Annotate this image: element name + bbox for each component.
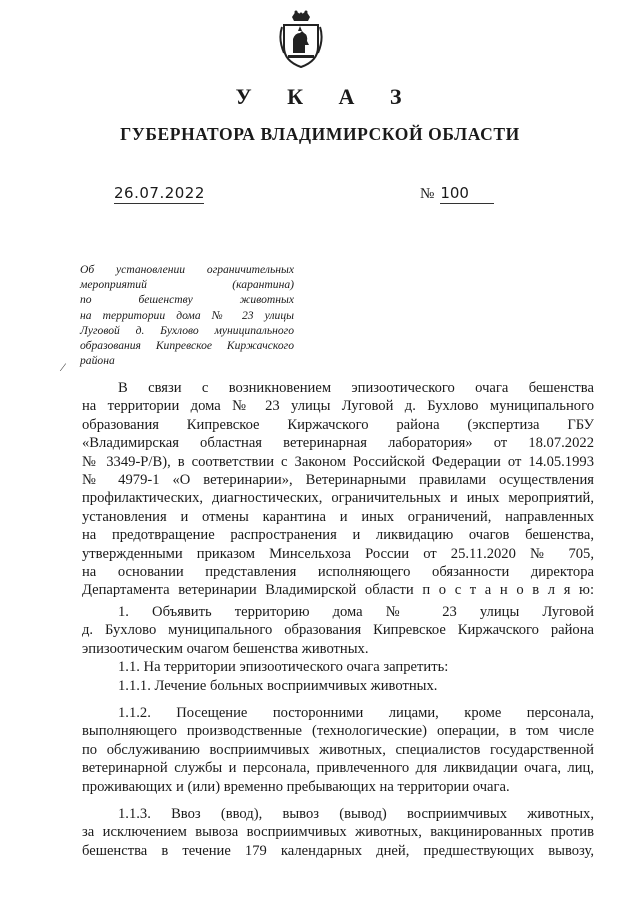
document-date: 26.07.2022 [114,184,205,202]
subject-line: Об установлении ограничительных [80,263,294,276]
body-line: ветеринарной службы и персонала, привлеченного для ликвидации очага, лиц, [82,760,594,777]
subject-line: Луговой д. Бухлово муниципального [80,323,294,337]
clause-1 [82,603,594,658]
body-line: 1. Объявить территорию дома № 23 улицы Луговой [118,603,594,620]
body-line: на предотвращение распространения и ликвидацию очагов бешенства, [82,527,594,544]
body-line: Департамента ветеринарии Владимирской области п о с т а н о в л я ю: [82,582,594,599]
document-subject [80,262,294,368]
subject-line: мероприятий (карантина) [80,278,294,292]
body-line: эпизоотическим очагом бешенства животных. [82,640,369,657]
clause-1-1-2 [82,704,594,796]
handwritten-tick-mark: ⁄ [62,360,65,374]
body-line: «Владимирская областная ветеринарная лаборатория» от 18.07.2022 [82,435,594,452]
body-line: бешенства в течение 179 календарных дней, предшествующих вывозу, [82,842,594,859]
issuer-title: ГУБЕРНАТОРА ВЛАДИМИРСКОЙ ОБЛАСТИ [120,124,520,144]
body-line: 1.1.3. Ввоз (ввод), вывоз (вывод) восприимчивых животных, [118,805,594,822]
body-line: профилактических, диагностических, ограничительных и иных мероприятий, [82,490,594,507]
body-line: № 4979-1 «О ветеринарии», Ветеринарными правилами осуществления [82,472,594,489]
document-number [420,184,494,204]
number-value: 100 [440,184,494,204]
body-line: на территории дома № 23 улицы Луговой д. Бухлово муниципального [82,398,594,415]
coat-of-arms-icon [278,9,324,69]
clause-1-1-1: 1.1.1. Лечение больных восприимчивых животных. [118,677,438,694]
body-line: по обслуживанию восприимчивых животных, специалистов государственной [82,741,594,758]
body-line: проживающих и (или) временно пребывающих на территории очага. [82,778,510,795]
body-line: выполняющего производственные (технологические) операции, в том числе [82,723,594,740]
subject-line: образования Кипревское Киржачского [80,339,294,353]
body-line: 1.1.2. Посещение посторонними лицами, кроме персонала, [118,704,594,721]
preamble-paragraph [82,379,594,600]
body-line: В связи с возникновением эпизоотического очага бешенства [118,380,594,396]
subject-line: района [80,354,115,368]
body-line: образования Кипревское Киржачского района (экспертиза ГБУ [82,416,594,433]
body-line: установления и отмены карантина и иных ограничений, направленных [82,508,594,525]
body-line: на основании представления исполняющего обязанности директора [82,564,594,581]
subject-line: на территории дома № 23 улицы [80,308,294,322]
body-line: д. Бухлово муниципального образования Кипревское Киржачского района [82,622,594,639]
subject-line: по бешенству животных [80,293,294,307]
body-line: № 3349-Р/В), в соответствии с Законом Российской Федерации от 14.05.1993 [82,453,594,470]
clause-1-1: 1.1. На территории эпизоотического очага запретить: [118,659,449,676]
document-type-title: У К А З [235,84,417,109]
body-line: за исключением вывоза восприимчивых животных, вакцинированных против [82,824,594,841]
clause-1-1-3 [82,805,594,860]
document-body [82,379,594,860]
body-line: утвержденными приказом Минсельхоза России от 25.11.2020 № 705, [82,545,594,562]
number-sign: № [420,186,435,202]
